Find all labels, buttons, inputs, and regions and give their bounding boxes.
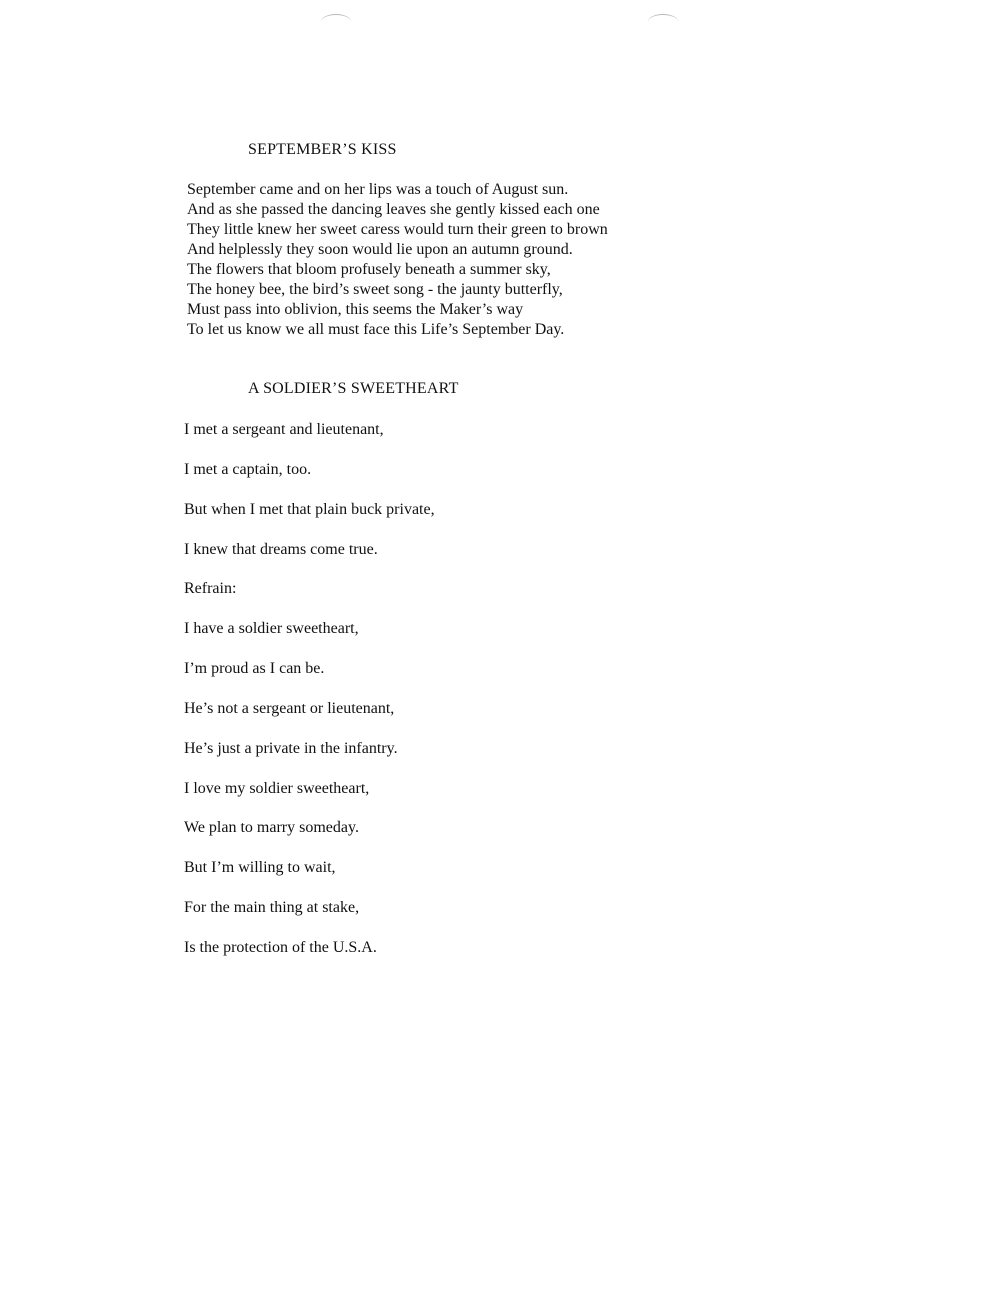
poem-line: Is the protection of the U.S.A. — [184, 938, 377, 956]
poem-line: For the main thing at stake, — [184, 899, 360, 917]
poem-line: I’m proud as I can be. — [184, 660, 325, 678]
poem-a-soldiers-sweetheart-body — [184, 420, 435, 978]
poem-line: He’s just a private in the infantry. — [184, 739, 398, 757]
poem-line: They little knew her sweet caress would turn their green to brown — [187, 221, 608, 238]
poem-line: I met a captain, too. — [184, 460, 312, 478]
poem-line: The flowers that bloom profusely beneath a summer sky, — [187, 261, 551, 278]
poem-line: I knew that dreams come true. — [184, 540, 378, 558]
poem-line: The honey bee, the bird’s sweet song - the jaunty butterfly, — [187, 281, 563, 298]
poem-line: I love my soldier sweetheart, — [184, 779, 370, 797]
poem-line: And helplessly they soon would lie upon an autumn ground. — [187, 241, 573, 258]
poem-title-septembers-kiss: SEPTEMBER’S KISS — [248, 141, 397, 158]
poem-line: I have a soldier sweetheart, — [184, 620, 359, 638]
poem-refrain-label: Refrain: — [184, 580, 237, 598]
poem-line: Must pass into oblivion, this seems the Maker’s way — [187, 301, 524, 318]
poem-title-a-soldiers-sweetheart: A SOLDIER’S SWEETHEART — [248, 380, 459, 397]
poem-line: And as she passed the dancing leaves she gently kissed each one — [187, 201, 600, 218]
poem-line: But when I met that plain buck private, — [184, 500, 435, 518]
poem-line: He’s not a sergeant or lieutenant, — [184, 699, 395, 717]
punch-hole-mark-right — [648, 14, 678, 29]
poem-line: September came and on her lips was a touch of August sun. — [187, 181, 569, 198]
poem-line: I met a sergeant and lieutenant, — [184, 421, 384, 438]
poem-line: But I’m willing to wait, — [184, 859, 336, 877]
poem-line: We plan to marry someday. — [184, 819, 359, 837]
poem-line: To let us know we all must face this Life’s September Day. — [187, 321, 565, 338]
poem-septembers-kiss-body — [187, 180, 608, 340]
punch-hole-mark-left — [321, 14, 351, 29]
